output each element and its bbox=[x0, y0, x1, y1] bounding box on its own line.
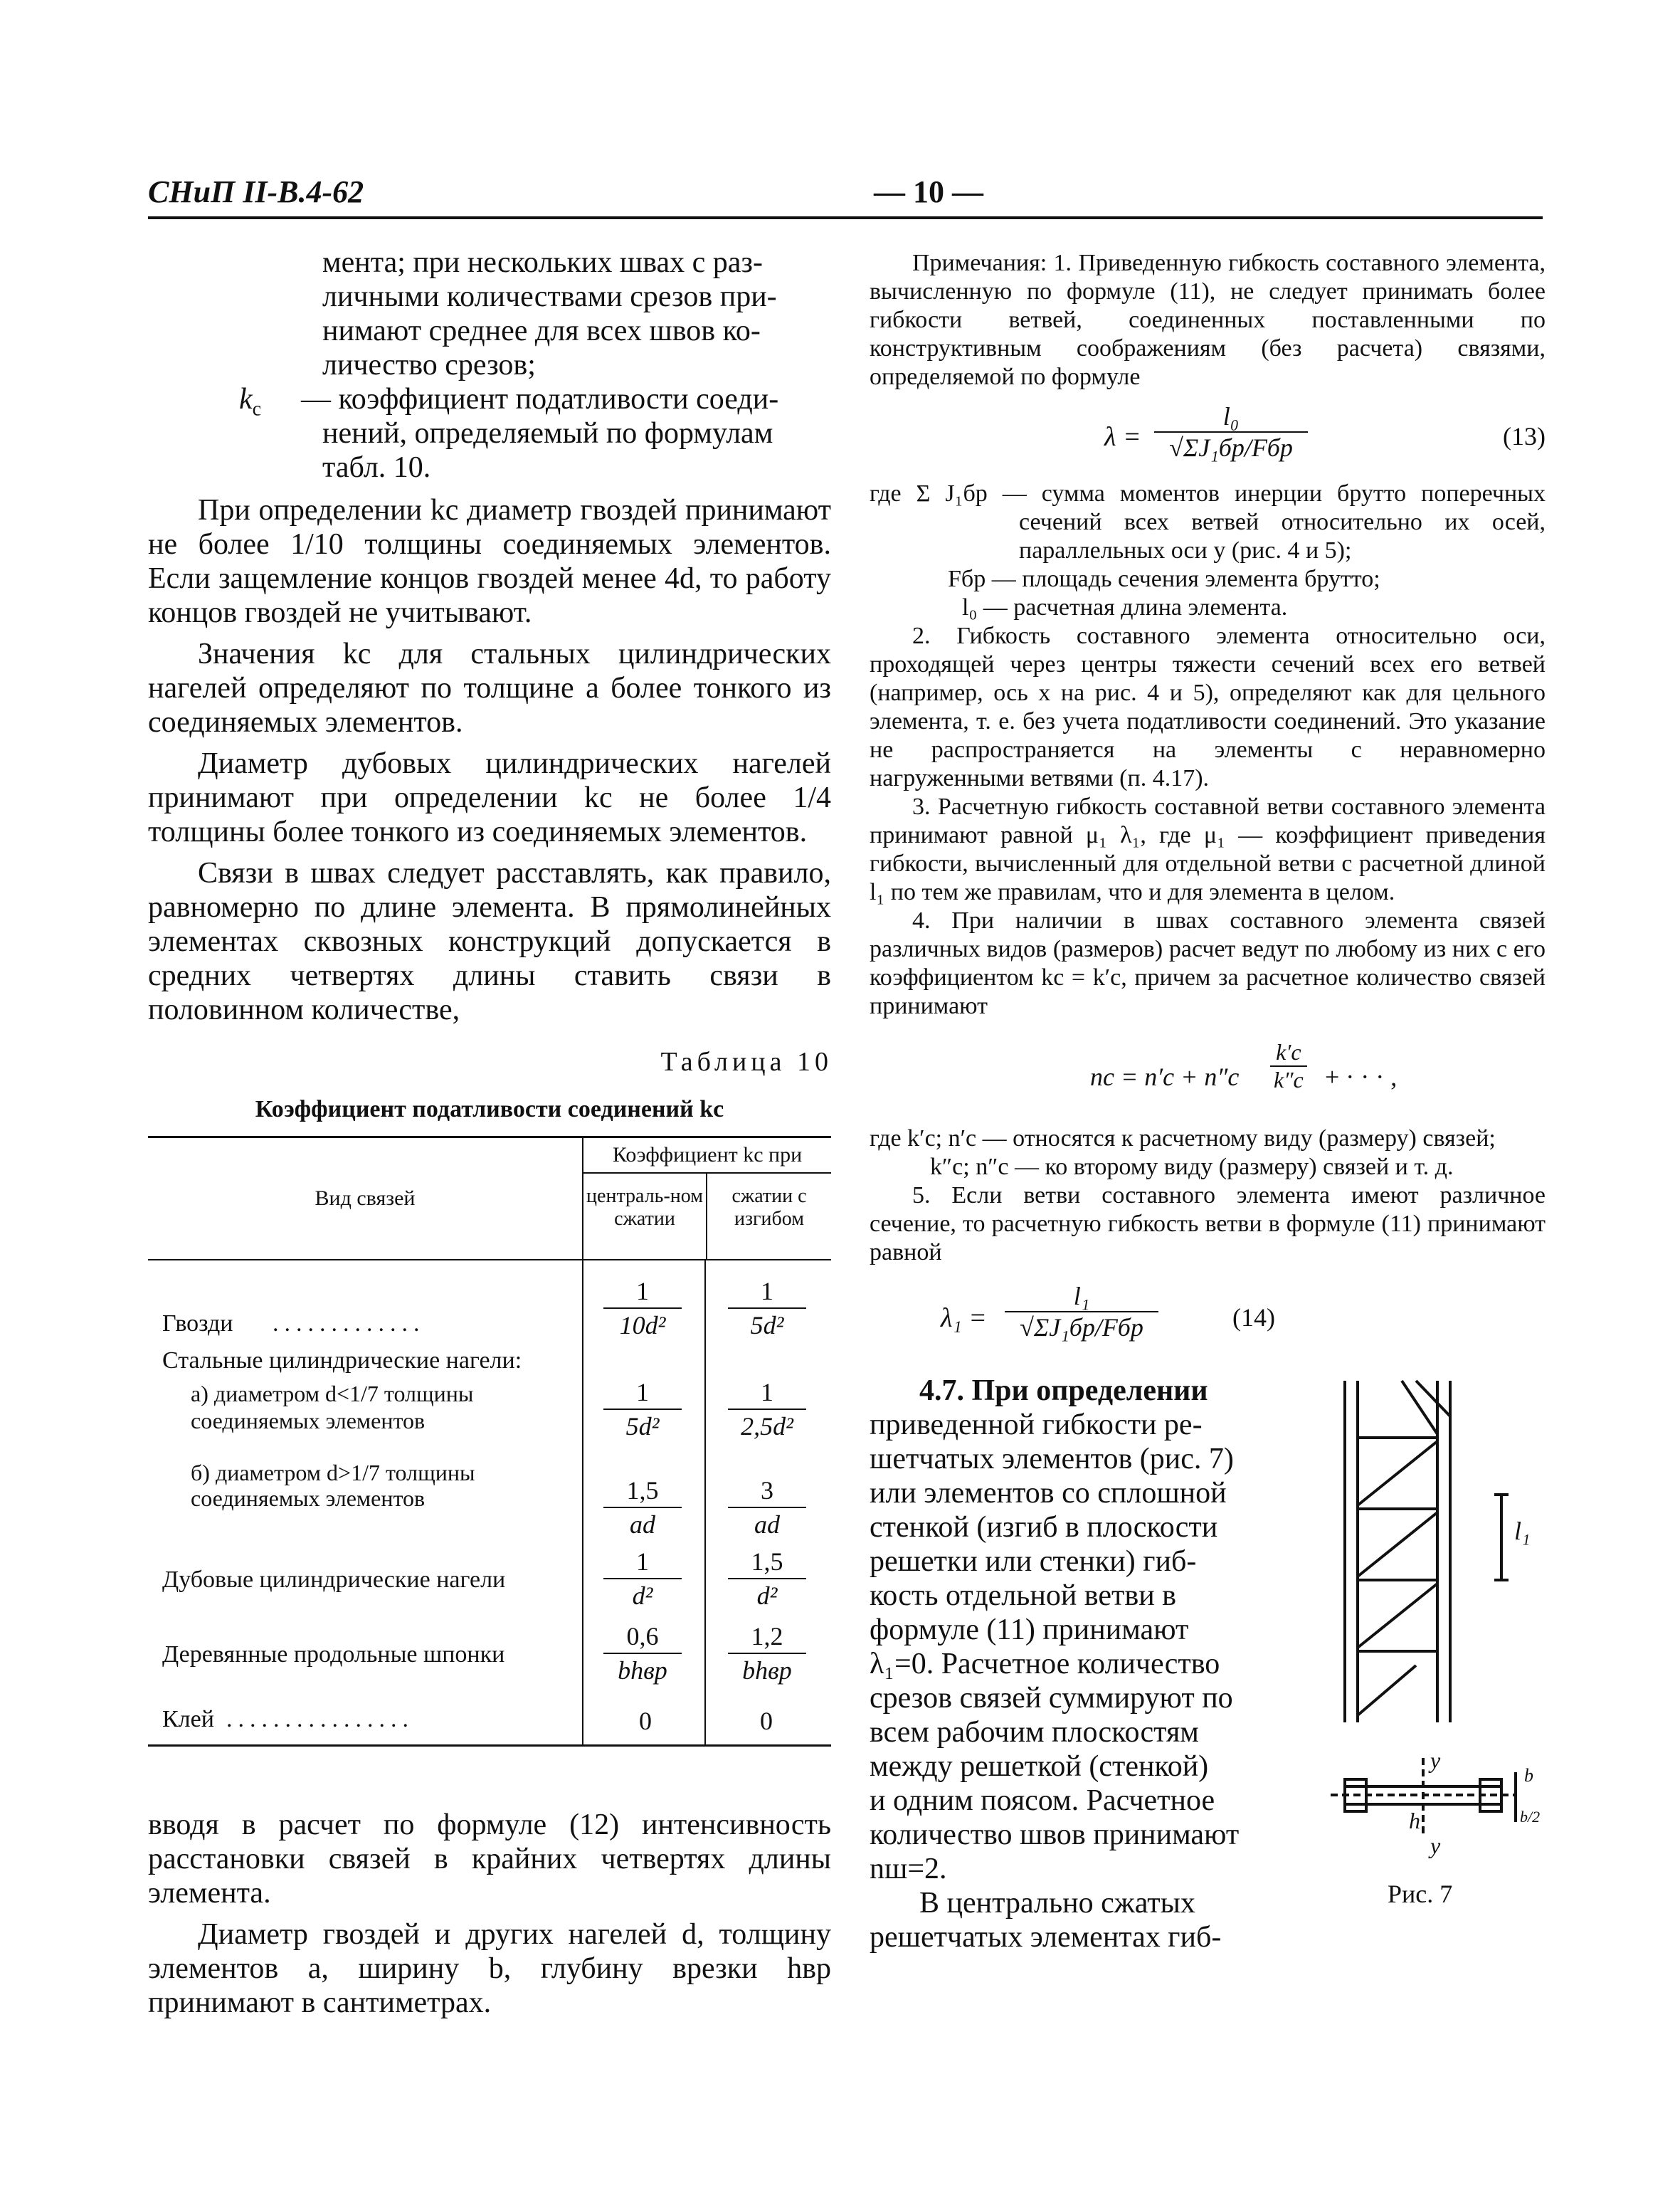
numerator: 1,5 bbox=[728, 1545, 806, 1579]
table-body bbox=[148, 1260, 831, 1702]
text-line: количество швов принимают bbox=[870, 1818, 1240, 1851]
divider bbox=[704, 1702, 706, 1744]
text-line: и одним поясом. Расчетное bbox=[870, 1784, 1215, 1817]
figure-caption: Рис. 7 bbox=[1388, 1880, 1453, 1908]
text-line: личными количествами срезов при- bbox=[322, 280, 777, 313]
document-code: СНиП II-В.4-62 bbox=[148, 174, 364, 209]
denominator: bhвр bbox=[618, 1656, 667, 1685]
text-line: λ₁=0. Расчетное количество bbox=[870, 1648, 1220, 1680]
text-line: мента; при нескольких швах с раз- bbox=[322, 246, 763, 279]
col-coef-header: Коэффициент kс при bbox=[583, 1138, 831, 1174]
left-p2: При определении kс диаметр гвоздей принимают не более 1/10 толщины соединяемых элементов. Если защемление концов гвоздей менее 4d, то работу концов гвоздей не учитывают. bbox=[148, 494, 831, 629]
section-heading: 4.7. При определении bbox=[919, 1374, 1208, 1407]
page-header bbox=[148, 174, 1543, 219]
denominator: k″с bbox=[1274, 1067, 1304, 1092]
row-label: Деревянные продольные шпонки bbox=[162, 1641, 505, 1668]
central-value bbox=[603, 1474, 682, 1541]
left-p5: Связи в швах следует расставлять, как правило, равномерно по длине элемента. В прямолинейных элементах сквозных конструкций допускается в средних четвертях длины ставить связи в половинном количестве, bbox=[148, 857, 831, 1026]
formula-number: (13) bbox=[1503, 422, 1546, 451]
numerator: l₀ bbox=[1154, 401, 1308, 433]
col-central-header: централь-ном сжатии bbox=[586, 1185, 703, 1230]
bending-value bbox=[728, 1376, 806, 1443]
table-10 bbox=[148, 1136, 831, 1747]
numerator: 1 bbox=[603, 1545, 682, 1579]
text-line: решетки или стенки) гиб- bbox=[870, 1545, 1197, 1578]
table-row bbox=[148, 1275, 831, 1346]
denominator: √ΣJ₁бр/Fбр bbox=[1169, 433, 1293, 462]
formula-tail: + · · · , bbox=[1325, 1063, 1398, 1091]
where-j: где Σ J₁бр — сумма моментов инерции брутто поперечных сечений всех ветвей относительно их осей, параллельных оси y (рис. 4 и 5); bbox=[870, 480, 1546, 564]
kc-symbol bbox=[239, 382, 261, 426]
numerator: l₁ bbox=[1005, 1281, 1158, 1312]
text-line: решетчатых элементах гиб- bbox=[870, 1921, 1222, 1954]
denominator: 2,5d² bbox=[741, 1412, 793, 1441]
notes-intro: Примечания: 1. Приведенную гибкость составного элемента, вычисленную по формуле (11), не следует принимать более гибкости ветвей, соединенных поставленными по конструктивным соображениям (без расчета) связями, определяемой по формуле bbox=[870, 250, 1546, 390]
text-line: приведенной гибкости ре- bbox=[870, 1409, 1203, 1441]
numerator: 3 bbox=[728, 1474, 806, 1508]
table-row bbox=[148, 1620, 831, 1691]
formula-nc bbox=[870, 1032, 1546, 1125]
table-header bbox=[148, 1138, 831, 1260]
text-line: между решеткой (стенкой) bbox=[870, 1750, 1209, 1783]
formula-number: (14) bbox=[1232, 1303, 1275, 1332]
row-group-label: Стальные цилиндрические нагели: bbox=[162, 1347, 522, 1374]
note-2: 2. Гибкость составного элемента относительно оси, проходящей через центры тяжести сечений всех его ветвей (например, ось x на рис. 4 и 5), определяют как для цельного элемента, т. е. без учета податливости соединений. Это указание не распространяется на элементы с неравномерно нагруженными ветвями (п. 4.17). bbox=[870, 623, 1546, 791]
central-value bbox=[603, 1545, 682, 1612]
left-bottom bbox=[148, 1808, 831, 2020]
denominator: ad bbox=[754, 1510, 780, 1539]
formula-lhs: λ₁ = bbox=[941, 1303, 987, 1333]
text-line: личество срезов; bbox=[322, 349, 536, 381]
y-axis-label-bottom: y bbox=[1430, 1833, 1441, 1858]
text-line: табл. 10. bbox=[322, 451, 431, 484]
numerator: k′с bbox=[1270, 1039, 1306, 1067]
row-label: а) диаметром d<1/7 толщины соединяемых элементов bbox=[191, 1381, 474, 1433]
central-value bbox=[603, 1620, 682, 1687]
text-line: всем рабочим плоскостям bbox=[870, 1716, 1199, 1749]
l1-label: l₁ bbox=[1514, 1517, 1531, 1545]
table-10-title: Коэффициент податливости соединений kс bbox=[255, 1096, 724, 1122]
bending-value bbox=[728, 1545, 806, 1612]
numerator: 0,6 bbox=[603, 1620, 682, 1654]
row-label: Дубовые цилиндрические нагели bbox=[162, 1567, 506, 1593]
denominator: √ΣJ₁бр/Fбр bbox=[1020, 1313, 1143, 1342]
numerator: 1,2 bbox=[728, 1620, 806, 1654]
text-line: кость отдельной ветви в bbox=[870, 1579, 1177, 1612]
note-3: 3. Расчетную гибкость составной ветви составного элемента принимают равной μ₁ λ₁, где μ₁ — коэффициент приведения гибкости, вычисленный для отдельной ветви с расчетной длиной l₁ по тем же правилам, что и для элемента в целом. bbox=[870, 794, 1546, 905]
formula-lhs: λ = bbox=[1104, 422, 1141, 452]
text-line: нимают среднее для всех швов ко- bbox=[322, 315, 761, 347]
table-row bbox=[148, 1374, 831, 1446]
text-line: или элементов со сплошной bbox=[870, 1477, 1227, 1510]
text-line: формуле (11) принимают bbox=[870, 1613, 1189, 1646]
denominator: 10d² bbox=[619, 1311, 666, 1339]
kc-letter: k bbox=[239, 383, 253, 416]
central-value: 0 bbox=[639, 1707, 652, 1735]
where-k2: k″с; n″с — ко второму виду (размеру) связей и т. д. bbox=[930, 1154, 1454, 1180]
denominator: bhвр bbox=[742, 1656, 792, 1685]
bending-value bbox=[728, 1474, 806, 1541]
h-dimension-label: h bbox=[1409, 1808, 1420, 1833]
left-column bbox=[148, 246, 831, 1027]
row-label: Гвозди bbox=[162, 1310, 233, 1337]
formula-fraction bbox=[1005, 1281, 1158, 1342]
text-line: стенкой (изгиб в плоскости bbox=[870, 1511, 1218, 1544]
table-row bbox=[148, 1545, 831, 1616]
b-half-label: b/2 bbox=[1520, 1808, 1541, 1826]
text-line: — коэффициент податливости соеди- bbox=[301, 383, 779, 416]
central-value bbox=[603, 1275, 682, 1342]
denominator: d² bbox=[756, 1581, 778, 1610]
col-bending-header: сжатии с изгибом bbox=[706, 1174, 831, 1259]
numerator: 1,5 bbox=[603, 1474, 682, 1508]
leader-dots: ............. bbox=[273, 1310, 426, 1337]
bending-value bbox=[728, 1275, 806, 1342]
row-label: б) диаметром d>1/7 толщины соединяемых элементов bbox=[191, 1460, 475, 1511]
where-f: Fбр — площадь сечения элемента брутто; bbox=[948, 566, 1380, 592]
col-kind-header: Вид связей bbox=[315, 1186, 416, 1210]
denominator: ad bbox=[630, 1510, 655, 1539]
kc-definition bbox=[148, 382, 831, 485]
numerator: 1 bbox=[728, 1275, 806, 1309]
table-row bbox=[148, 1702, 831, 1747]
bending-value: 0 bbox=[760, 1707, 773, 1735]
table-10-label: Таблица 10 bbox=[660, 1047, 833, 1077]
page-number: — 10 — bbox=[874, 174, 983, 209]
note-4: 4. При наличии в швах составного элемента связей различных видов (размеров) расчет ведут по любому из них с его коэффициентом kс = k′с, причем за расчетное количество связей принимают bbox=[870, 907, 1546, 1019]
left-p6: вводя в расчет по формуле (12) интенсивность расстановки связей в крайних четвертях длины элемента. bbox=[148, 1808, 831, 1910]
b-dimension-label: b bbox=[1524, 1765, 1533, 1786]
denominator: d² bbox=[632, 1581, 653, 1610]
numerator: 1 bbox=[603, 1275, 682, 1309]
text-line: шетчатых элементов (рис. 7) bbox=[870, 1443, 1234, 1475]
left-p7: Диаметр гвоздей и других нагелей d, толщину элементов a, ширину b, глубину врезки hвр принимают в сантиметрах. bbox=[148, 1918, 831, 2019]
formula-fraction bbox=[1154, 401, 1308, 463]
denominator: 5d² bbox=[625, 1412, 660, 1441]
note-5: 5. Если ветви составного элемента имеют различное сечение, то расчетную гибкость ветви в формуле (11) принимают равной bbox=[870, 1182, 1546, 1265]
left-p4: Диаметр дубовых цилиндрических нагелей принимают при определении kс не более 1/4 толщины более тонкого из соединяемых элементов. bbox=[148, 747, 831, 848]
leader-dots: ................ bbox=[226, 1706, 414, 1732]
formula-lhs: nс = n′с + n″с bbox=[1090, 1063, 1240, 1091]
text-line: nш=2. bbox=[870, 1853, 947, 1885]
figure-7 bbox=[1324, 1367, 1551, 1922]
formula-14 bbox=[870, 1281, 1282, 1367]
left-p3: Значения kс для стальных цилиндрических нагелей определяют по толщине a более тонкого из соединяемых элементов. bbox=[148, 638, 831, 739]
numerator: 1 bbox=[728, 1376, 806, 1410]
formula-13 bbox=[870, 401, 1546, 480]
section-4-7 bbox=[870, 1374, 1282, 1954]
text-line: нений, определяемый по формулам bbox=[322, 417, 773, 450]
left-p1 bbox=[148, 246, 831, 382]
text-line: В центрально сжатых bbox=[919, 1887, 1195, 1920]
bending-value bbox=[728, 1620, 806, 1687]
table-row bbox=[148, 1460, 831, 1538]
formula-fraction bbox=[1268, 1039, 1309, 1093]
subheaders bbox=[583, 1174, 831, 1259]
coef-header-group bbox=[582, 1138, 831, 1259]
divider bbox=[582, 1702, 583, 1744]
text-line bbox=[870, 1374, 1282, 1408]
where-k1: где k′с; n′с — относятся к расчетному виду (размеру) связей; bbox=[870, 1125, 1496, 1152]
central-value bbox=[603, 1376, 682, 1443]
denominator: 5d² bbox=[750, 1311, 784, 1339]
y-axis-label-top: y bbox=[1430, 1747, 1441, 1773]
row-label: Клей bbox=[162, 1706, 214, 1732]
where-l0: l₀ — расчетная длина элемента. bbox=[962, 594, 1288, 621]
text-line: срезов связей суммируют по bbox=[870, 1682, 1233, 1715]
kc-subscript: c bbox=[252, 398, 262, 421]
numerator: 1 bbox=[603, 1376, 682, 1410]
